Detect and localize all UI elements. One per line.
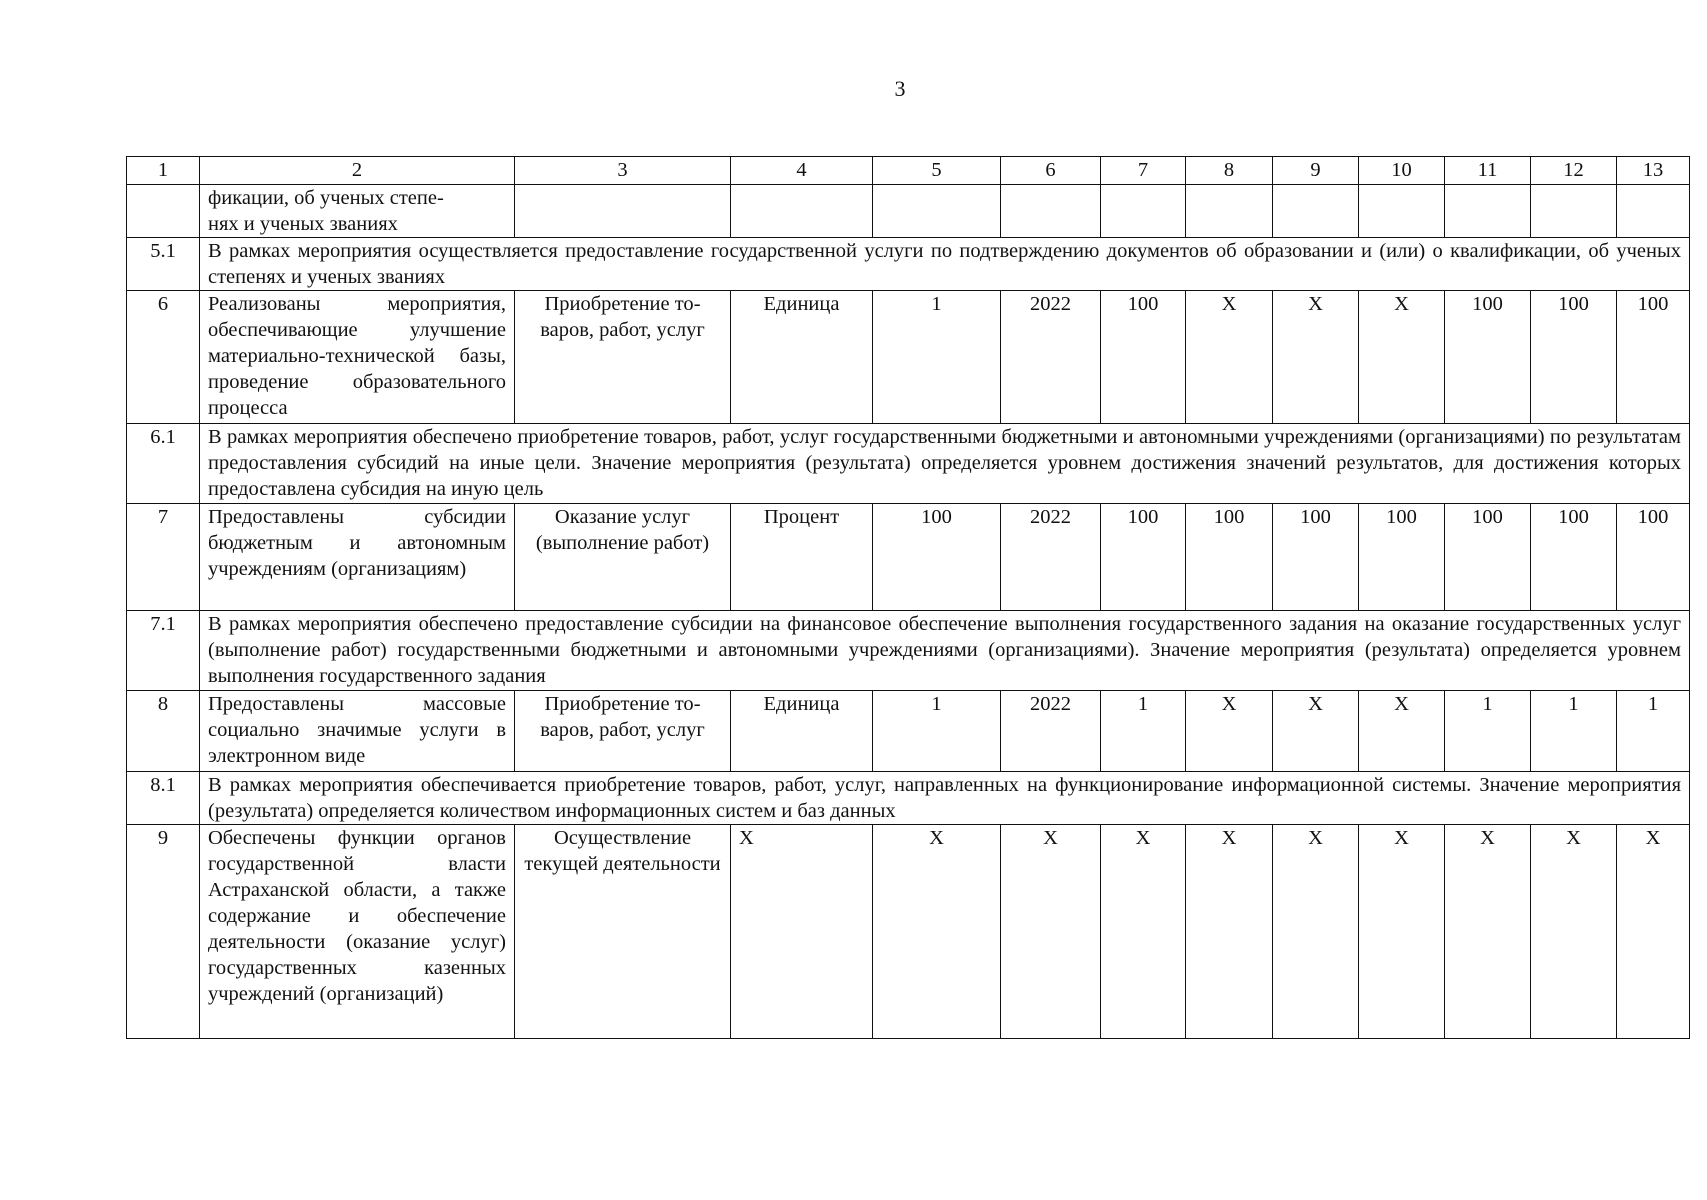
- column-header: 3: [515, 157, 731, 185]
- column-header: 13: [1617, 157, 1690, 185]
- row-name: Предоставлены субсидии бюджетным и автономным учреждениям (организациям): [200, 504, 515, 611]
- row-description: В рамках мероприятия обеспечено предоставление субсидии на финансовое обеспечение выполнения государственного задания на оказание государственных услуг (выполнение работ) государственными бюджетными и автономными учреждениями (организациями). Значение мероприятия (результата) определяется уровнем выполнения государственного задания: [200, 611, 1690, 691]
- table-row: [127, 691, 1690, 772]
- column-header: 7: [1101, 157, 1186, 185]
- table-row: [127, 185, 1690, 238]
- table-cell: X: [1273, 825, 1359, 1039]
- table-cell: [1101, 185, 1186, 238]
- table-cell: 100: [1359, 504, 1445, 611]
- table-cell: X: [1186, 691, 1273, 772]
- row-description: В рамках мероприятия осуществляется предоставление государственной услуги по подтверждению документов об образовании и (или) о квалификации, об ученых степенях и ученых званиях: [200, 238, 1690, 291]
- column-header: 10: [1359, 157, 1445, 185]
- column-header: 6: [1001, 157, 1101, 185]
- column-header: 2: [200, 157, 515, 185]
- row-name: Реализованы мероприятия, обеспечивающие улучшение материально-технической базы, проведение образовательного процесса: [200, 291, 515, 424]
- row-category: Приобретение товаров, работ, услуг: [515, 691, 731, 772]
- table-row: [127, 825, 1690, 1039]
- column-header: 9: [1273, 157, 1359, 185]
- table-cell: [873, 185, 1001, 238]
- table-cell: 1: [1617, 691, 1690, 772]
- table-cell: X: [1359, 291, 1445, 424]
- table-cell: 100: [1617, 504, 1690, 611]
- table-cell: X: [1186, 291, 1273, 424]
- table-cell: 100: [1101, 291, 1186, 424]
- table-cell: [1001, 185, 1101, 238]
- row-category: Приобретение товаров, работ, услуг: [515, 291, 731, 424]
- row-unit: Процент: [731, 504, 873, 611]
- table-cell: X: [1531, 825, 1617, 1039]
- row-name: фикации, об ученых степе- нях и ученых званиях: [200, 185, 515, 238]
- table-cell: 100: [873, 504, 1001, 611]
- row-description: В рамках мероприятия обеспечено приобретение товаров, работ, услуг государственными бюджетными и автономными учреждениями (организациями) по результатам предоставления субсидий на иные цели. Значение мероприятия (результата) определяется уровнем достижения значений результатов, для достижения которых предоставлена субсидия на иную цель: [200, 424, 1690, 504]
- table-cell: X: [1186, 825, 1273, 1039]
- table-cell: [1186, 185, 1273, 238]
- table-cell: 2022: [1001, 291, 1101, 424]
- column-number-row: [127, 157, 1690, 185]
- table-cell: 100: [1531, 291, 1617, 424]
- row-number: 8.1: [127, 772, 200, 825]
- table-cell: X: [1001, 825, 1101, 1039]
- table-cell: 2022: [1001, 504, 1101, 611]
- row-description: В рамках мероприятия обеспечивается приобретение товаров, работ, услуг, направленных на функционирование информационной системы. Значение мероприятия (результата) определяется количеством информационных систем и баз данных: [200, 772, 1690, 825]
- table-cell: 2022: [1001, 691, 1101, 772]
- page-number: 3: [894, 76, 906, 101]
- row-number: [127, 185, 200, 238]
- table-cell: 100: [1531, 504, 1617, 611]
- table-cell: X: [1273, 691, 1359, 772]
- table-cell: X: [873, 825, 1001, 1039]
- table-cell: X: [1359, 825, 1445, 1039]
- row-number: 5.1: [127, 238, 200, 291]
- table-cell: [731, 185, 873, 238]
- table-cell: [1617, 185, 1690, 238]
- column-header: 11: [1445, 157, 1531, 185]
- table-cell: 1: [1531, 691, 1617, 772]
- table-cell: X: [1617, 825, 1690, 1039]
- table-row: [127, 611, 1690, 691]
- row-unit: Единица: [731, 691, 873, 772]
- row-number: 6: [127, 291, 200, 424]
- column-header: 8: [1186, 157, 1273, 185]
- column-header: 1: [127, 157, 200, 185]
- table-cell: X: [1359, 691, 1445, 772]
- table-cell: 100: [1617, 291, 1690, 424]
- table-cell: 100: [1273, 504, 1359, 611]
- table-row: [127, 504, 1690, 611]
- table-cell: 1: [873, 691, 1001, 772]
- row-unit: Единица: [731, 291, 873, 424]
- table-cell: [1531, 185, 1617, 238]
- table-cell: [1273, 185, 1359, 238]
- table-cell: 100: [1186, 504, 1273, 611]
- table-cell: X: [1273, 291, 1359, 424]
- table-cell: X: [1101, 825, 1186, 1039]
- row-unit: X: [731, 825, 873, 1039]
- column-header: 5: [873, 157, 1001, 185]
- row-number: 9: [127, 825, 200, 1039]
- table-cell: 1: [1445, 691, 1531, 772]
- table-cell: 100: [1445, 291, 1531, 424]
- table-cell: 1: [873, 291, 1001, 424]
- table-cell: [1359, 185, 1445, 238]
- row-category: Оказание услуг (выполнение работ): [515, 504, 731, 611]
- row-name: Предоставлены массовые социально значимые услуги в электронном виде: [200, 691, 515, 772]
- row-name: Обеспечены функции органов государственной власти Астраханской области, а также содержание и обеспечение деятельности (оказание услуг) государственных казенных учреждений (организаций): [200, 825, 515, 1039]
- table-cell: 100: [1101, 504, 1186, 611]
- column-header: 12: [1531, 157, 1617, 185]
- table-cell: [1445, 185, 1531, 238]
- column-header: 4: [731, 157, 873, 185]
- table-row: [127, 238, 1690, 291]
- row-number: 7.1: [127, 611, 200, 691]
- table-row: [127, 291, 1690, 424]
- table-cell: 100: [1445, 504, 1531, 611]
- table-row: [127, 772, 1690, 825]
- results-table: [126, 156, 1690, 1039]
- row-number: 8: [127, 691, 200, 772]
- row-category: Осуществление текущей деятельности: [515, 825, 731, 1039]
- table-cell: X: [1445, 825, 1531, 1039]
- table-row: [127, 424, 1690, 504]
- row-number: 7: [127, 504, 200, 611]
- row-number: 6.1: [127, 424, 200, 504]
- table-cell: [515, 185, 731, 238]
- table-cell: 1: [1101, 691, 1186, 772]
